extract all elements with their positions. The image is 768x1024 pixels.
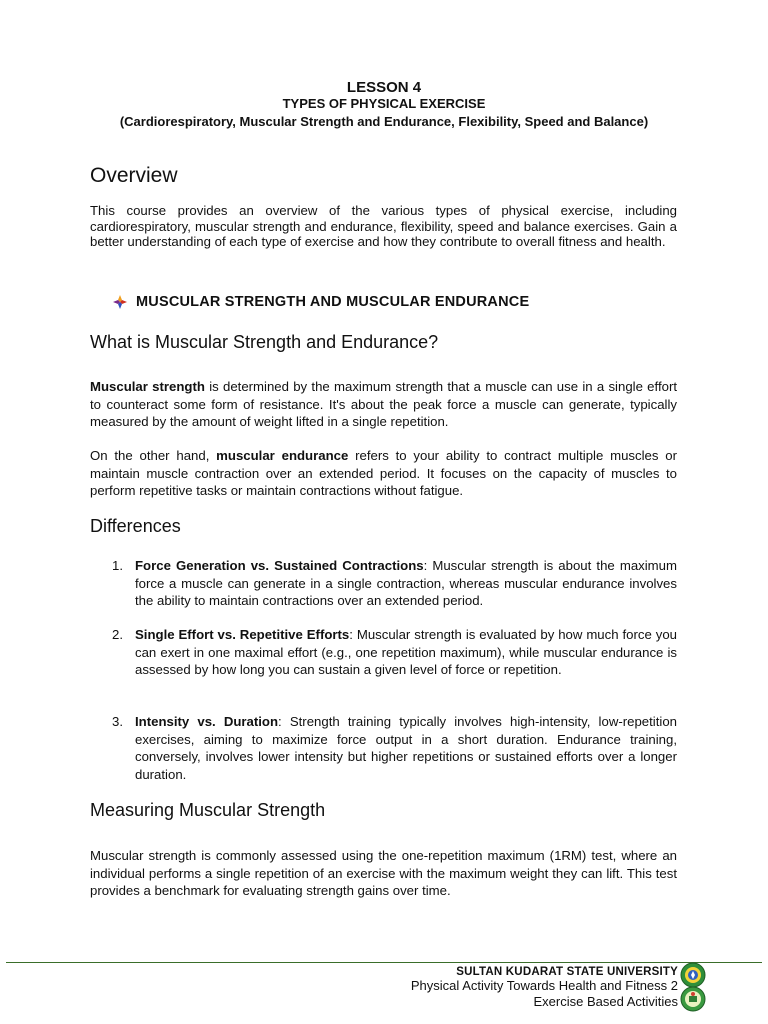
footer [411, 966, 678, 1009]
overview-heading: Overview [90, 164, 178, 187]
list-item [112, 626, 677, 679]
university-seal-icon [680, 962, 706, 988]
list-item [112, 557, 677, 610]
overview-paragraph: This course provides an overview of the various types of physical exercise, including cardiorespiratory, muscular strength and endurance, flexibility, speed and balance exercises. Gain a better understanding of each type of exercise and how they contribute to overall fitness and health. [90, 203, 677, 249]
list-item-number: 2. [112, 627, 123, 642]
list-item-text: : Muscular strength is about the maximum force a muscle can generate in a single contraction, whereas muscular endurance involves the ability to maintain contractions over an extended period. [135, 558, 677, 608]
list-item-title: Intensity vs. Duration [135, 714, 279, 729]
measuring-heading: Measuring Muscular Strength [90, 800, 326, 820]
list-item-number: 3. [112, 714, 123, 729]
footer-divider [6, 962, 762, 963]
footer-university: SULTAN KUDARAT STATE UNIVERSITY [456, 966, 678, 978]
section-title: MUSCULAR STRENGTH AND MUSCULAR ENDURANCE [136, 294, 530, 310]
muscular-strength-definition: is determined by the maximum strength that a muscle can use in a single effort to counteract some form of resistance. It's about the peak force a muscle can generate, typically measured by the amount of weight lifted in a single repetition. [90, 379, 678, 429]
differences-heading: Differences [90, 516, 181, 536]
footer-course: Physical Activity Towards Health and Fitness 2 [410, 978, 678, 993]
footer-topic: Exercise Based Activities [533, 993, 678, 1009]
muscular-strength-paragraph [90, 378, 677, 431]
muscular-endurance-term: muscular endurance [216, 448, 349, 463]
section-heading-row [112, 294, 529, 310]
list-item-text: : Strength training typically involves high-intensity, low-repetition exercises, aiming to maximize force output in a short duration. Endurance training, conversely, involves lower intensity but higher repetitions or sustained efforts over a longer duration. [135, 714, 677, 782]
list-item [112, 713, 677, 783]
lesson-title: TYPES OF PHYSICAL EXERCISE [282, 96, 486, 111]
colored-cross-bullet-icon [112, 294, 128, 310]
lesson-number: LESSON 4 [346, 79, 422, 96]
muscular-strength-term: Muscular strength [90, 379, 205, 394]
measuring-paragraph: Muscular strength is commonly assessed using the one-repetition maximum (1RM) test, where an individual performs a single repetition of an exercise with the maximum weight they can lift. This test provides a benchmark for evaluating strength gains over time. [90, 848, 677, 898]
list-item-title: Force Generation vs. Sustained Contractions [135, 558, 424, 573]
what-heading: What is Muscular Strength and Endurance? [90, 332, 439, 352]
muscular-endurance-definition: refers to your ability to contract multiple muscles or maintain muscle contraction over an extended period. It focuses on the capacity of muscles to perform repetitive tasks or maintain contractions without fatigue. [90, 448, 677, 498]
list-item-text: : Muscular strength is evaluated by how much force you can exert in one maximal effort (e.g., one repetition maximum), while muscular endurance is assessed by how long you can sustain a given level of force or repetition. [135, 627, 677, 677]
college-seal-icon [680, 986, 706, 1012]
list-item-title: Single Effort vs. Repetitive Efforts [135, 627, 350, 642]
muscular-endurance-paragraph [90, 447, 677, 500]
muscular-endurance-lead: On the other hand, [90, 448, 217, 463]
list-item-number: 1. [112, 558, 123, 573]
lesson-subtitle: (Cardiorespiratory, Muscular Strength and Endurance, Flexibility, Speed and Balance) [119, 114, 649, 129]
